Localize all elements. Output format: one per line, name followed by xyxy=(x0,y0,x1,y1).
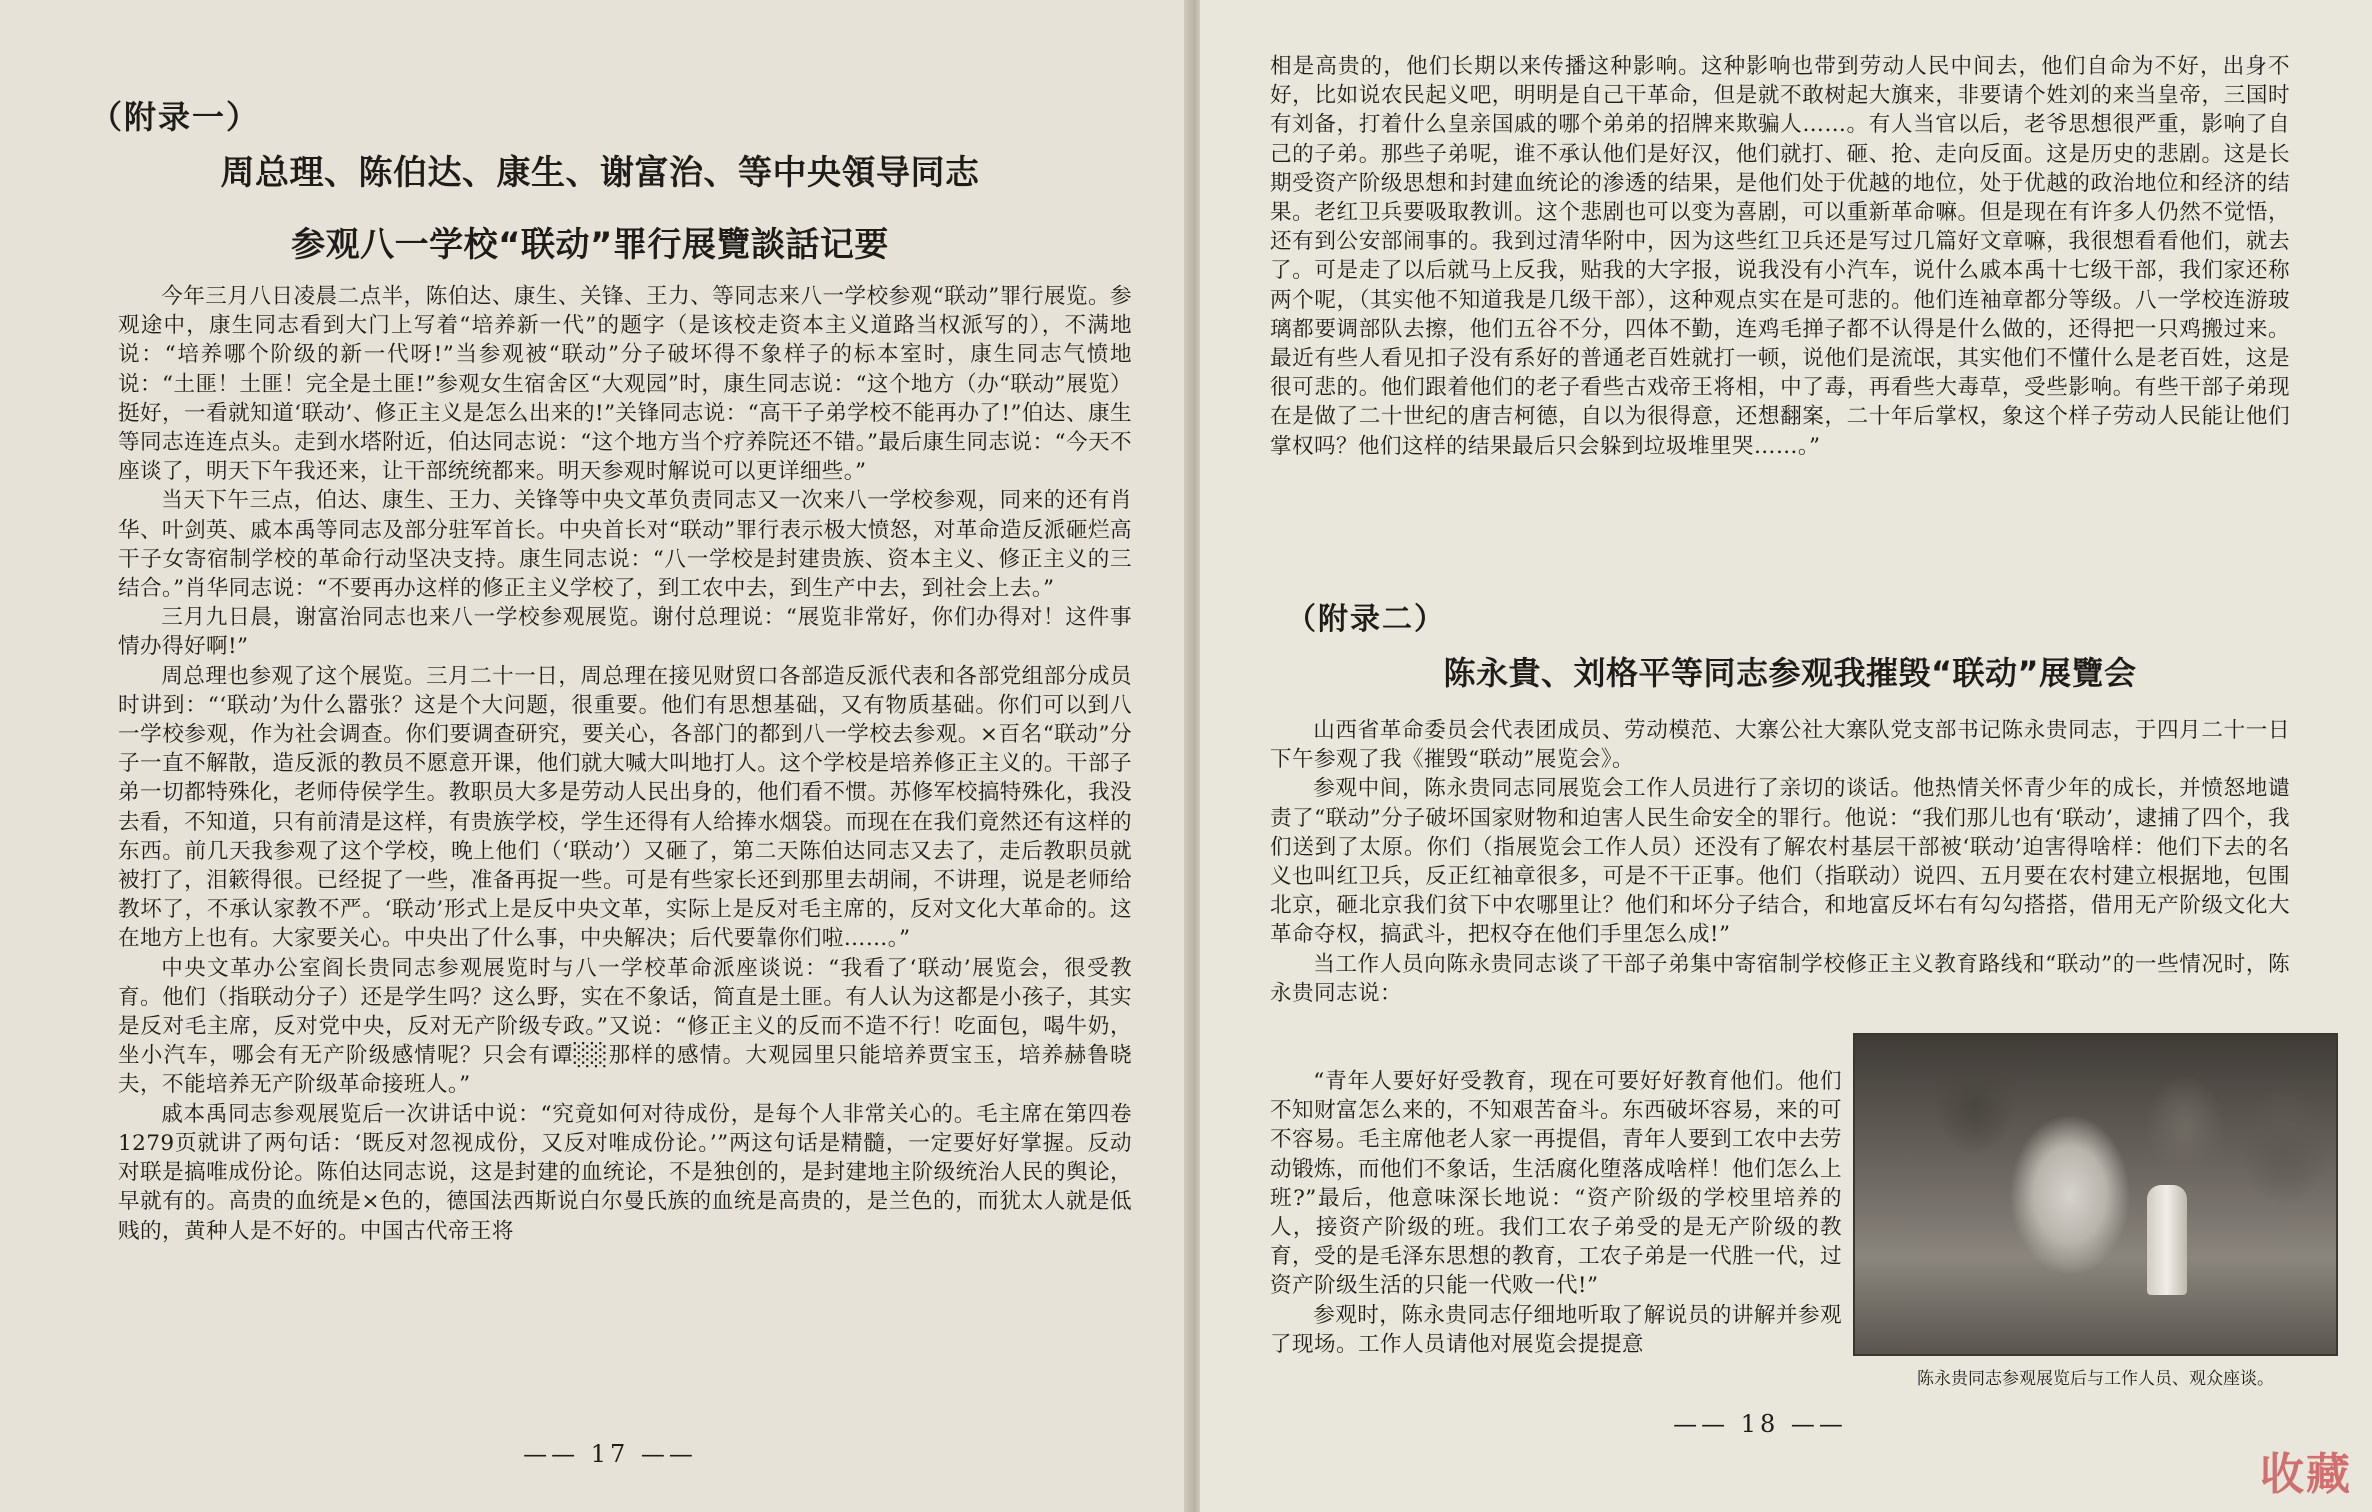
right-body-mid xyxy=(1270,716,2290,1008)
paragraph: “青年人要好好受教育，现在可要好好教育他们。他们不知财富怎么来的，不知艰苦奋斗。东西破坏容易，来的可不容易。毛主席他老人家一再提倡，青年人要到工农中去劳动锻炼，而他们不象话，生活腐化堕落成啥样！他们怎么上班?”最后，他意味深长地说：“资产阶级的学校里培养的人，接资产阶级的班。我们工农子弟受的是无产阶级的教育，受的是毛泽东思想的教育，工农子弟是一代胜一代，过资产阶级生活的只能一代败一代!” xyxy=(1270,1069,1843,1299)
paragraph: 山西省革命委员会代表团成员、劳动模范、大寨公社大寨队党支部书记陈永贵同志，于四月二十一日下午参观了我《摧毁“联动”展览会》。 xyxy=(1270,718,2290,773)
paragraph: 戚本禹同志参观展览后一次讲话中说：“究竟如何对待成份，是每个人非常关心的。毛主席在第四卷1279页就讲了两句话：‘既反对忽视成份，又反对唯成份论。’”两这句话是精髓，一定要好好掌握。反动对联是搞唯成份论。陈伯达同志说，这是封建的血统论，不是独创的，是封建地主阶级统治人民的舆论，早就有的。高贵的血统是×色的，德国法西斯说白尔曼氏族的血统是高贵的，是兰色的，而犹太人就是低贱的，黄种人是不好的。中国古代帝王将 xyxy=(118,1101,1132,1244)
paragraph: 三月九日晨，谢富治同志也来八一学校参观展览。谢付总理说：“展览非常好，你们办得对！这件事情办得好啊!” xyxy=(118,605,1132,660)
title-line-2: 参观八一学校“联动”罪行展覽談話记要 xyxy=(291,225,889,265)
paragraph: 周总理也参观了这个展览。三月二十一日，周总理在接见财贸口各部造反派代表和各部党组部分成员时讲到：“‘联动’为什么嚣张？这是个大问题，很重要。他们有思想基础，又有物质基础。你们可以到八一学校参观，作为社会调查。你们要调查研究，要关心，各部门的都到八一学校去参观。×百名“联动”分子一直不解散，造反派的教员不愿意开课，他们就大喊大叫地打人。这个学校是培养修正主义的。干部子弟一切都特殊化，老师侍侯学生。教职员大多是劳动人民出身的，他们看不惯。苏修军校搞特殊化，我没去看，不知道，只有前清是这样，有贵族学校，学生还得有人给捧水烟袋。而现在在我们竟然还有这样的东西。前几天我参观了这个学校，晚上他们（‘联动’）又砸了，第二天陈伯达同志又去了，走后教职员就被打了，泪簌得很。已经捉了一些，准备再捉一些。可是有些家长还到那里去胡闹，不讲理，说是老师给教坏了，不承认家教不严。‘联动’形式上是反中央文革，实际上是反对毛主席的，反对文化大革命的。这在地方上也有。大家要关心。中央出了什么事，中央解决；后代要靠你们啦……。” xyxy=(118,663,1132,952)
thermos-shape xyxy=(2147,1185,2187,1295)
page-number-17: —— 17 —— xyxy=(523,1440,697,1468)
right-page xyxy=(1200,0,2372,1512)
paragraph: 参观时，陈永贵同志仔细地听取了解说员的讲解并参观了现场。工作人员请他对展览会提提意 xyxy=(1270,1302,1842,1357)
news-photo xyxy=(1853,1033,2338,1356)
paragraph: 当天下午三点，伯达、康生、王力、关锋等中央文革负责同志又一次来八一学校参观，同来的还有肖华、叶剑英、戚本禹等同志及部分驻军首长。中央首长对“联动”罪行表示极大愤怒，对革命造反派砸烂高干子女寄宿制学校的革命行动坚决支持。康生同志说：“八一学校是封建贵族、资本主义、修正主义的三结合。”肖华同志说：“不要再办这样的修正主义学校了，到工农中去，到生产中去，到社会上去。” xyxy=(118,488,1132,602)
paragraph: 当工作人员向陈永贵同志谈了干部子弟集中寄宿制学校修正主义教育路线和“联动”的一些情况时，陈永贵同志说： xyxy=(1270,951,2290,1006)
right-body-top xyxy=(1270,52,2290,461)
paragraph: 参观中间，陈永贵同志同展览会工作人员进行了亲切的谈话。他热情关怀青少年的成长，并愤怒地谴责了“联动”分子破坏国家财物和迫害人民生命安全的罪行。他说：“我们那儿也有‘联动’，逮捕了四个，我们送到了太原。你们（指展览会工作人员）还没有了解农村基层干部被‘联动’迫害得啥样：他们下去的名义也叫红卫兵，反正红袖章很多，可是不干正事。他们（指联动）说四、五月要在农村建立根据地，包围北京，砸北京我们贫下中农哪里让？他们和坏分子结合，和地富反坏右有勾勾搭搭，借用无产阶级文化大革命夺权，搞武斗，把权夺在他们手里怎么成!” xyxy=(1270,776,2290,948)
paragraph: 相是高贵的，他们长期以来传播这种影响。这种影响也带到劳动人民中间去，他们自命为不好，出身不好，比如说农民起义吧，明明是自己干革命，但是就不敢树起大旗来，非要请个姓刘的来当皇帝，三国时有刘备，打着什么皇亲国戚的哪个弟弟的招牌来欺骗人……。有人当官以后，老爷思想很严重，影响了自己的子弟。那些子弟呢，谁不承认他们是好汉，他们就打、砸、抢、走向反面。这是历史的悲剧。这是长期受资产阶级思想和封建血统论的渗透的结果，是他们处于优越的地位，处于优越的政治地位和经济的结果。老红卫兵要吸取教训。这个悲剧也可以变为喜剧，可以重新革命嘛。但是现在有许多人仍然不觉悟，还有到公安部闹事的。我到过清华附中，因为这些红卫兵还是写过几篇好文章嘛，我很想看看他们，就去了。可是走了以后就马上反我，贴我的大字报，说我没有小汽车，说什么戚本禹十七级干部，我们家还称两个呢，（其实他不知道我是几级干部），这种观点实在是可悲的。他们连袖章都分等级。八一学校连游玻璃都要调部队去擦，他们五谷不分，四体不勤，连鸡毛掸子都不认得是什么做的，还得把一只鸡搬过来。最近有些人看见扣子没有系好的普通老百姓就打一顿，说他们是流氓，其实他们不懂什么是老百姓，这是很可悲的。他们跟着他们的老子看些古戏帝王将相，中了毒，再看些大毒草，受些影响。有些干部子弟现在是做了二十世纪的唐吉柯德，自以为很得意，还想翻案，二十年后掌权，象这个样子劳动人民能让他们掌权吗？他们这样的结果最后只会躲到垃圾堆里哭……。” xyxy=(1270,54,2290,459)
page-number-18: —— 18 —— xyxy=(1673,1410,1847,1438)
photo-caption: 陈永贵同志参观展览后与工作人员、观众座谈。 xyxy=(1917,1369,2274,1389)
title-line-1: 周总理、陈伯达、康生、谢富治、等中央領导同志 xyxy=(220,153,980,193)
paragraph: 今年三月八日凌晨二点半，陈伯达、康生、关锋、王力、等同志来八一学校参观“联动”罪行展览。参观途中，康生同志看到大门上写着“培养新一代”的题字（是该校走资本主义道路当权派写的），不满地说：“培养哪个阶级的新一代呀!”当参观被“联动”分子破坏得不象样子的标本室时，康生同志气愤地说：“土匪！土匪！完全是土匪!”参观女生宿舍区“大观园”时，康生同志说：“这个地方（办“联动”展览）挺好，一看就知道‘联动’、修正主义是怎么出来的!”关锋同志说：“高干子弟学校不能再办了!”伯达、康生等同志连连点头。走到水塔附近，伯达同志说：“这个地方当个疗养院还不错。”最后康生同志说：“今天不座谈了，明天下午我还来，让干部统统都来。明天参观时解说可以更详细些。” xyxy=(118,284,1132,485)
appendix-label-1: （附录一） xyxy=(90,98,261,136)
appendix-label-2: （附录二） xyxy=(1286,602,1446,637)
left-body-text xyxy=(118,282,1132,1246)
appendix-2-title: 陈永貴、刘格平等同志参观我摧毁“联动”展覽会 xyxy=(1443,654,2137,692)
right-body-beside-photo xyxy=(1270,1067,1842,1359)
paragraph: 中央文革办公室阎长贵同志参观展览时与八一学校革命派座谈说：“我看了‘联动’展览会，很受教育。他们（指联动分子）还是学生吗？这么野，实在不象话，简直是土匪。有人认为这都是小孩子，其实是反对毛主席，反对党中央，反对无产阶级专政。”又说：“修正主义的反而不造不行！吃面包，喝牛奶，坐小汽车，哪会有无产阶级感情呢？只会有谭░░那样的感情。大观园里只能培养贾宝玉，培养赫鲁晓夫，不能培养无产阶级革命接班人。” xyxy=(118,955,1132,1098)
watermark-logo: 收藏 xyxy=(2260,1449,2352,1500)
